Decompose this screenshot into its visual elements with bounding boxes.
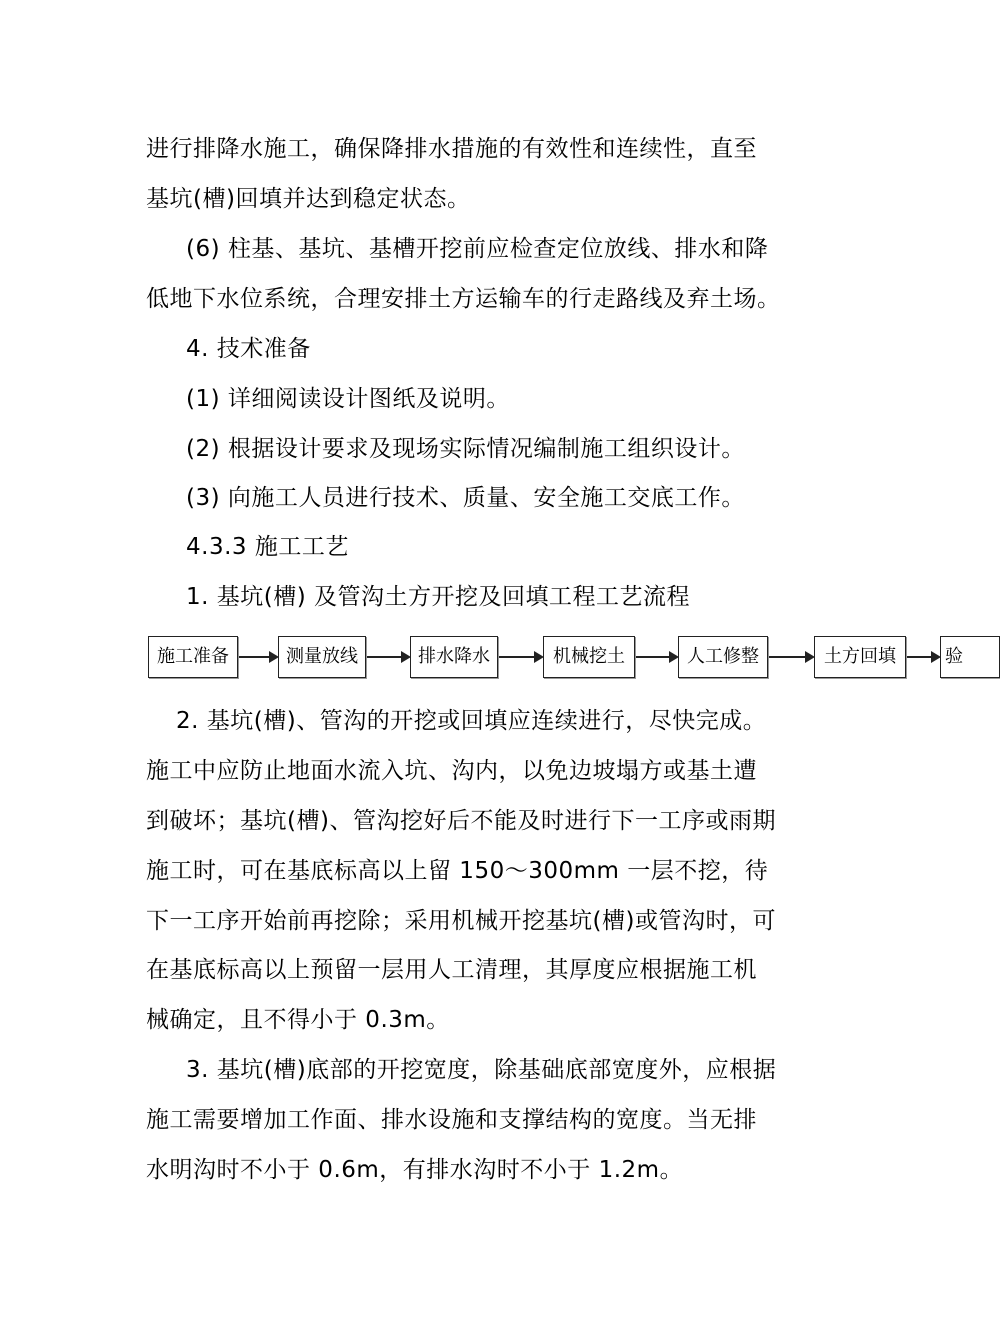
paragraph-line: (6) 柱基、基坑、基槽开挖前应检查定位放线、排水和降 bbox=[186, 236, 769, 262]
paragraph-line: 低地下水位系统，合理安排土方运输车的行走路线及弃土场。 bbox=[146, 286, 781, 312]
paragraph-line: 械确定，且不得小于 0.3m。 bbox=[146, 1007, 450, 1033]
flow-arrow bbox=[769, 656, 813, 658]
flow-step: 测量放线 bbox=[278, 636, 366, 678]
section-heading-tech: 4. 技术准备 bbox=[186, 336, 311, 362]
flow-arrow bbox=[367, 656, 409, 658]
flow-arrow bbox=[636, 656, 677, 658]
paragraph-line: 2. 基坑(槽)、管沟的开挖或回填应连续进行，尽快完成。 bbox=[176, 708, 767, 734]
list-item: (1) 详细阅读设计图纸及说明。 bbox=[186, 386, 510, 412]
list-item: (3) 向施工人员进行技术、质量、安全施工交底工作。 bbox=[186, 485, 745, 511]
flow-step: 验 bbox=[940, 636, 1000, 678]
paragraph-line: 基坑(槽)回填并达到稳定状态。 bbox=[146, 186, 471, 212]
flow-step: 施工准备 bbox=[148, 636, 238, 678]
section-heading-process: 4.3.3 施工工艺 bbox=[186, 534, 349, 560]
paragraph-line: 3. 基坑(槽)底部的开挖宽度，除基础底部宽度外，应根据 bbox=[186, 1057, 777, 1083]
paragraph-line: 施工中应防止地面水流入坑、沟内，以免边坡塌方或基土遭 bbox=[146, 758, 757, 784]
flow-arrow bbox=[499, 656, 542, 658]
paragraph-line: 到破坏；基坑(槽)、管沟挖好后不能及时进行下一工序或雨期 bbox=[146, 808, 776, 834]
paragraph-line: 进行排降水施工，确保降排水措施的有效性和连续性，直至 bbox=[146, 136, 757, 162]
flow-step: 排水降水 bbox=[410, 636, 498, 678]
flow-arrow bbox=[907, 656, 939, 658]
paragraph-line: 下一工序开始前再挖除；采用机械开挖基坑(槽)或管沟时，可 bbox=[146, 908, 776, 934]
flowchart-title: 1. 基坑(槽) 及管沟土方开挖及回填工程工艺流程 bbox=[186, 584, 691, 610]
flow-step: 土方回填 bbox=[814, 636, 906, 678]
paragraph-line: 水明沟时不小于 0.6m，有排水沟时不小于 1.2m。 bbox=[146, 1157, 684, 1183]
list-item: (2) 根据设计要求及现场实际情况编制施工组织设计。 bbox=[186, 436, 745, 462]
paragraph-line: 在基底标高以上预留一层用人工清理，其厚度应根据施工机 bbox=[146, 957, 757, 983]
process-flowchart bbox=[148, 635, 963, 683]
flow-step: 人工修整 bbox=[678, 636, 768, 678]
paragraph-line: 施工时，可在基底标高以上留 150～300mm 一层不挖，待 bbox=[146, 858, 769, 884]
flow-arrow bbox=[239, 656, 277, 658]
flow-step: 机械挖土 bbox=[543, 636, 635, 678]
paragraph-line: 施工需要增加工作面、排水设施和支撑结构的宽度。当无排 bbox=[146, 1107, 757, 1133]
